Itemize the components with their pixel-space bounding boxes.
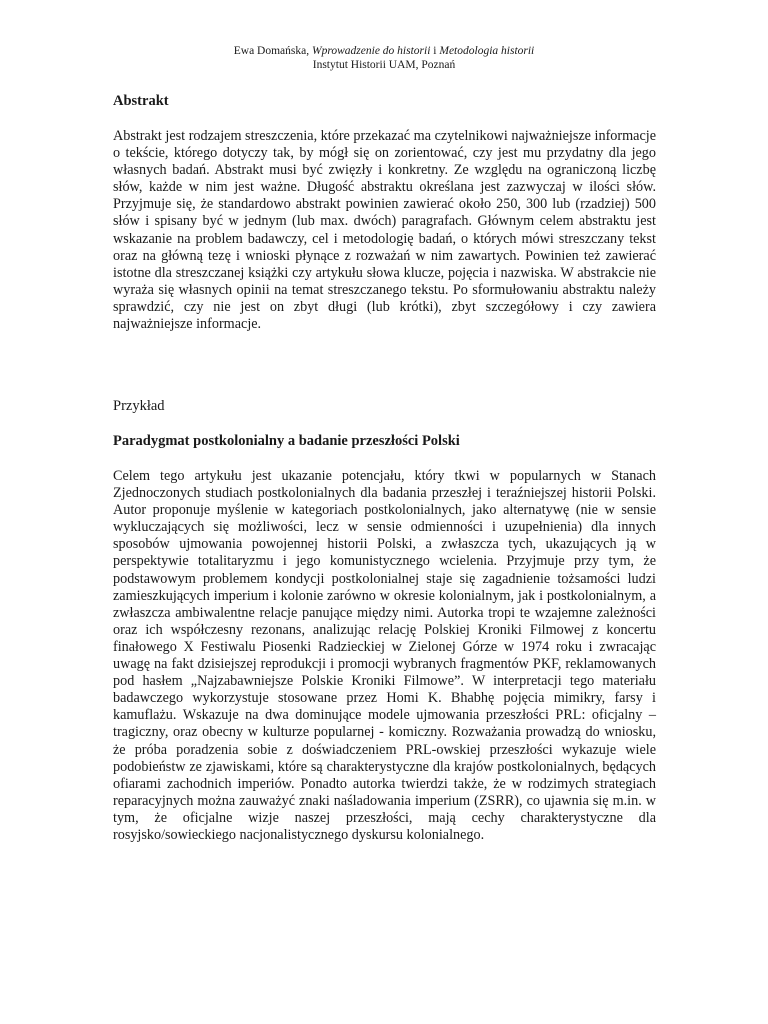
header-book-1: Wprowadzenie do historii [312, 45, 431, 57]
page-header [0, 44, 768, 72]
abstract-paragraph: Abstrakt jest rodzajem streszczenia, które przekazać ma czytelnikowi najważniejsze informacje o tekście, którego dotyczy tak, by mógł się on zorientować, czy jest mu przydatny dla jego własnych badań. Abstrakt musi być zwięzły i konkretny. Ze względu na ograniczoną liczbę słów, każde w nim jest ważne. Długość abstraktu określana jest zazwyczaj w ilości słów. Przyjmuje się, że standardowo abstrakt powinien zawierać około 250, 300 lub (rzadziej) 500 słów i spisany być w jednym (lub max. dwóch) paragrafach. Głównym celem abstraktu jest wskazanie na problem badawczy, cel i metodologię badań, o których mówi streszczany tekst oraz na główną tezę i wnioski płynące z rozważań w nim zawartych. Powinien też zawierać istotne dla streszczanej książki czy artykułu słowa klucze, pojęcia i nazwiska. W abstrakcie nie wyraża się własnych opinii na temat streszczanego tekstu. Po sformułowaniu abstraktu należy sprawdzić, czy nie jest on zbyt długi (lub krótki), zbyt szczegółowy i czy zawiera najważniejsze informacje. [113, 128, 656, 333]
article-title: Paradygmat postkolonialny a badanie przeszłości Polski [113, 433, 460, 449]
header-citation-line [0, 44, 768, 58]
article-abstract-paragraph: Celem tego artykułu jest ukazanie potencjału, który tkwi w popularnych w Stanach Zjednoczonych studiach postkolonialnych dla badania przeszłej i teraźniejszej historii Polski. Autor proponuje myślenie w kategoriach postkolonialnych, jako alternatywę (nie w sensie wykluczających się możliwości, lecz w sensie odmienności i uzupełnienia) dla innych sposobów ujmowania powojennej historii Polski, a zwłaszcza tych, ukazujących ją w perspektywie totalitaryzmu i jego komunistycznego wcielenia. Przyjmuje przy tym, że podstawowym problemem kondycji postkolonialnej staje się zagadnienie tożsamości ludzi zamieszkujących imperium i kolonie zarówno w okresie kolonialnym, jak i postkolonialnym, a zwłaszcza ambiwalentne relacje panujące między nimi. Autorka tropi te wzajemne zależności oraz ich współczesny rezonans, analizując relację Polskiej Kroniki Filmowej z koncertu finałowego X Festiwalu Piosenki Radzieckiej w Zielonej Górze w 1974 roku i zwracając uwagę na fakt dzisiejszej reprodukcji i promocji wybranych fragmentów PKF, reklamowanych pod hasłem „Najzabawniejsze Polskie Kroniki Filmowe”. W interpretacji tego materiału badawczego wykorzystuje stosowane przez Homi K. Bhabhę pojęcia mimikry, farsy i kamuflażu. Wskazuje na dwa dominujące modele ujmowania przeszłości PRL: oficjalny – tragiczny, oraz obecny w kulturze popularnej - komiczny. Rozważania prowadzą do wniosku, że próba poradzenia sobie z doświadczeniem PRL-owskiej przeszłości wykazuje wiele podobieństw ze zjawiskami, które są charakterystyczne dla krajów postkolonialnych, będących ofiarami zachodnich imperiów. Ponadto autorka twierdzi także, że w rodzimych strategiach reparacyjnych można zauważyć znaki naśladowania imperium (ZSRR), co ujawnia się m.in. w tym, że oficjalne wizje naszej przeszłości, mają cechy charakterystyczne dla rosyjsko/sowieckiego nacjonalistycznego dyskursu kolonialnego. [113, 468, 656, 843]
abstract-heading: Abstrakt [113, 93, 169, 109]
header-book-2: Metodologia historii [439, 45, 535, 57]
header-author: Ewa Domańska, [233, 45, 310, 57]
header-conjunction: i [433, 45, 437, 57]
header-institute: Instytut Historii UAM, Poznań [312, 59, 456, 71]
example-label: Przykład [113, 398, 165, 414]
